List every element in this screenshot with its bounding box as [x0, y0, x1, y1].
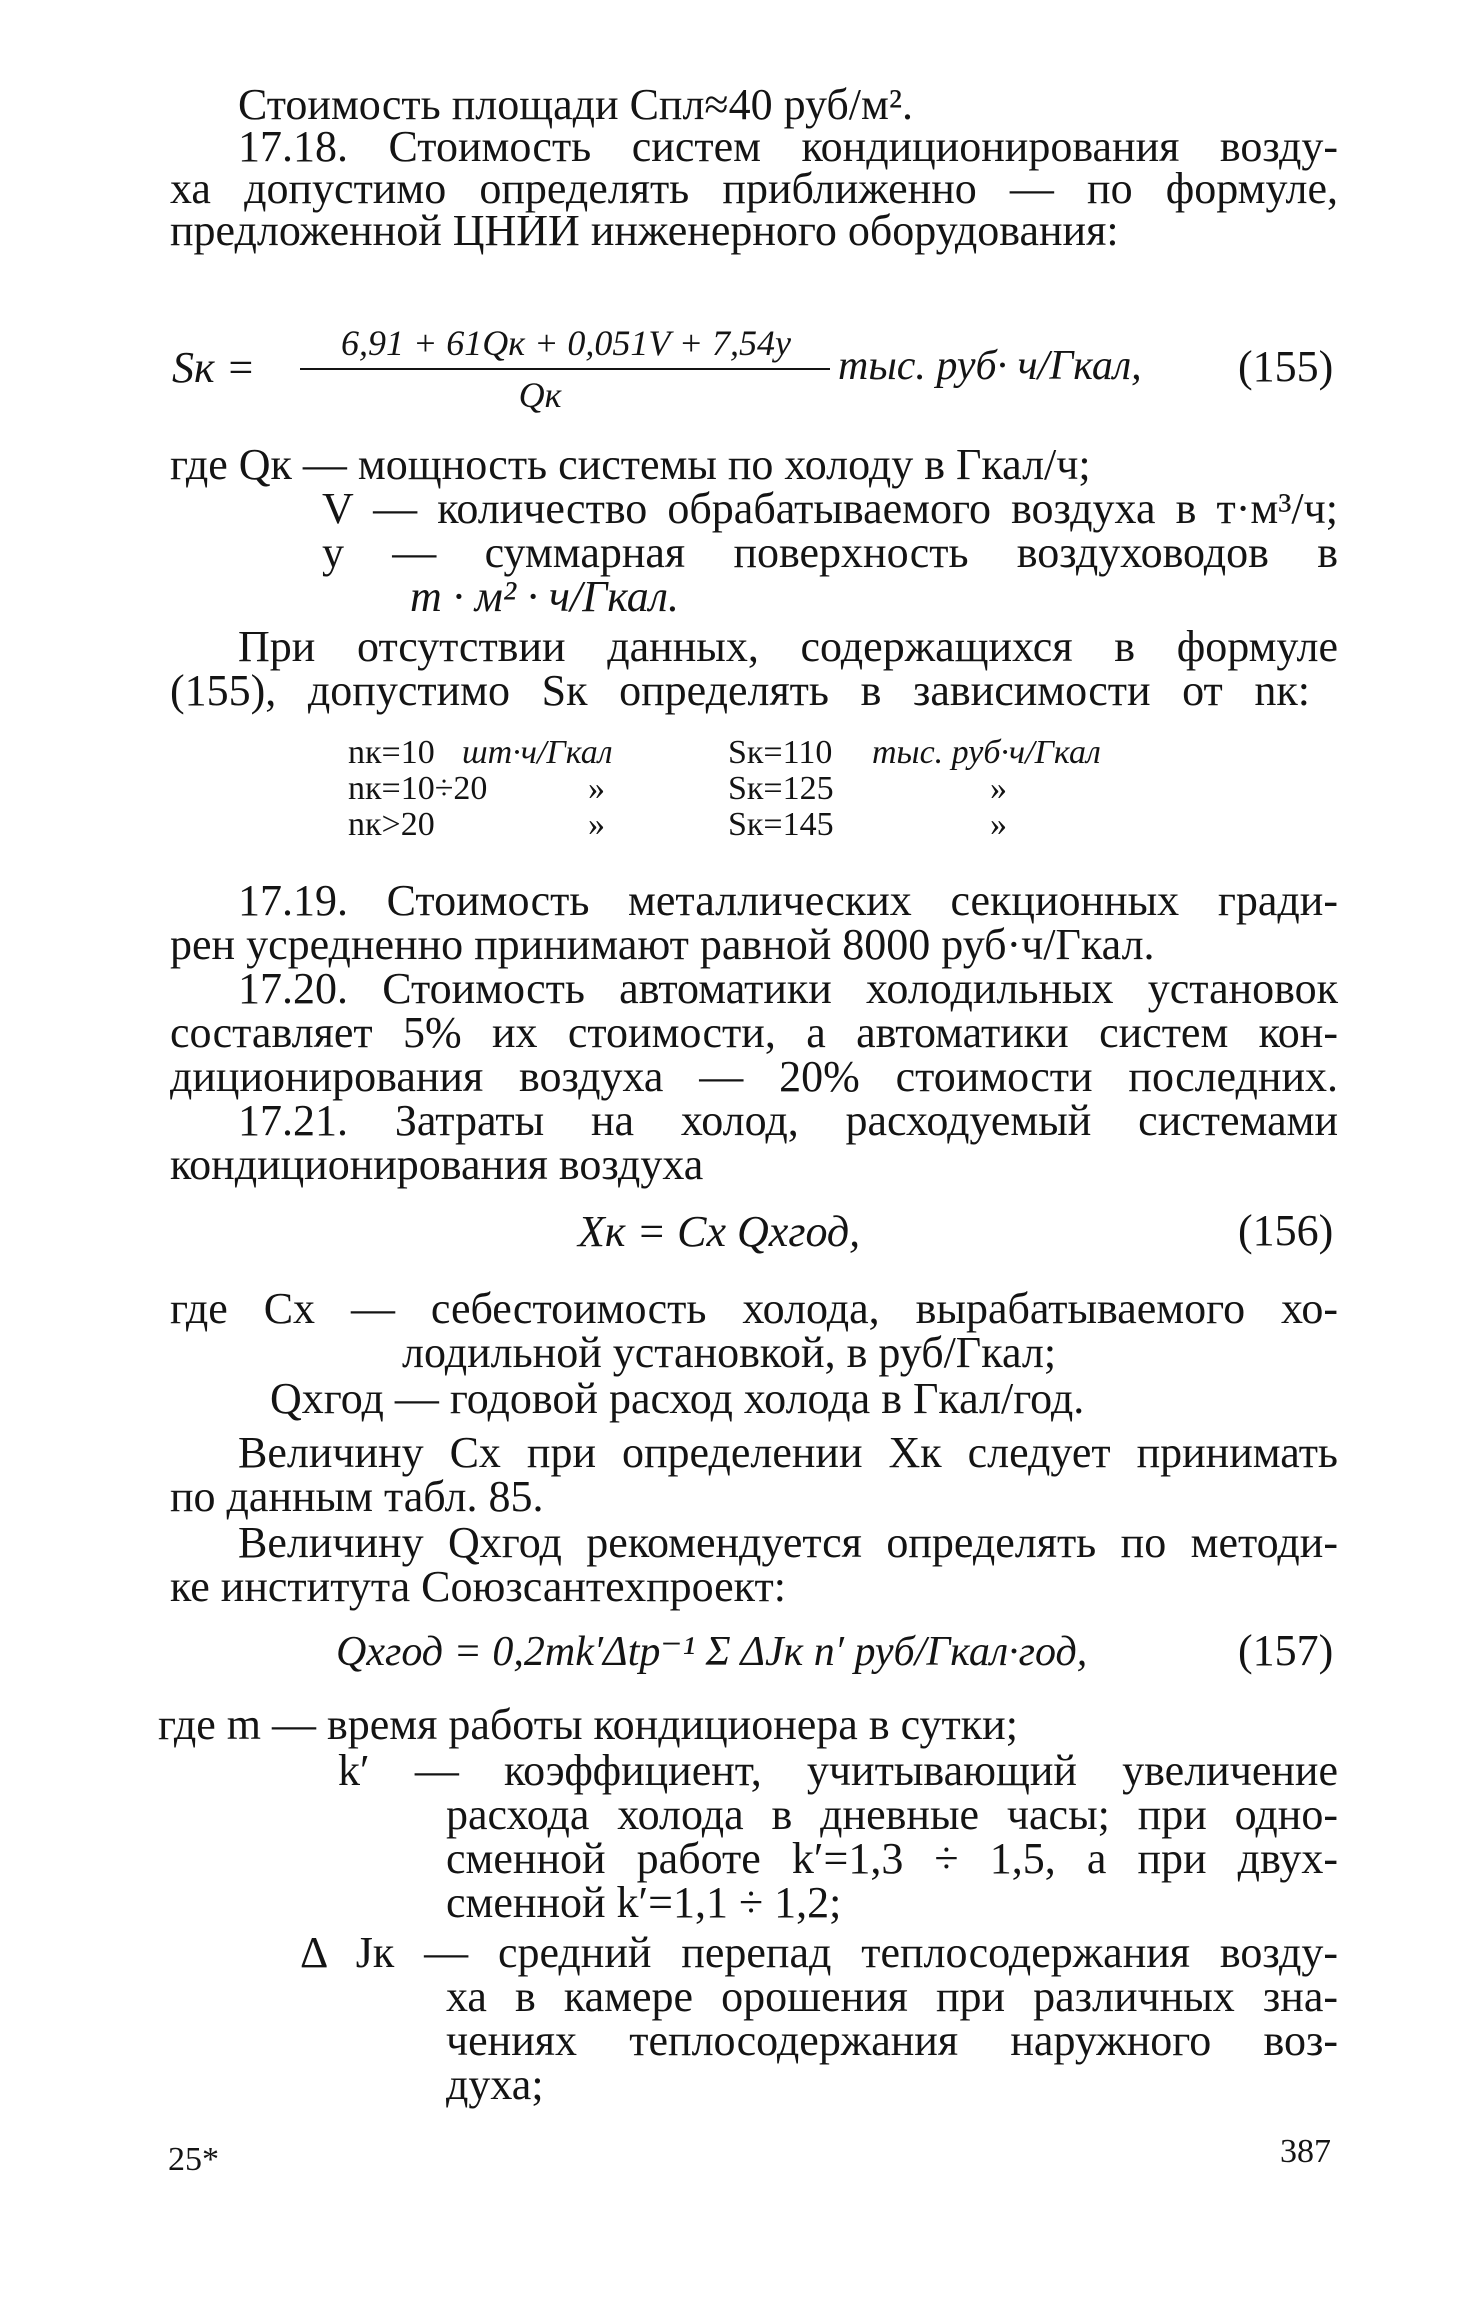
paragraph-1718-line: ха допустимо определять приближенно — по формуле, [170, 164, 1338, 213]
where157-line: чениях теплосодержания наружного воз- [446, 2016, 1338, 2065]
paragraph-value-line: ке института Союзсантехпроект: [170, 1562, 786, 1611]
paragraph-1721-line: кондиционирования воздуха [170, 1140, 704, 1189]
eq155-fraction-bar [300, 368, 830, 370]
paragraph-absent-line: (155), допустимо Sк определять в зависимости от nк: [170, 666, 1310, 715]
paragraph-absent-line: При отсутствии данных, содержащихся в формуле [238, 622, 1338, 671]
where157-line: сменной работе k′=1,3 ÷ 1,5, а при двух- [446, 1834, 1338, 1883]
paragraph-1720-line: 17.20. Стоимость автоматики холодильных установок [238, 964, 1338, 1013]
eq155-numerator: 6,91 + 61Qк + 0,051V + 7,54y [340, 323, 792, 363]
table-row-sunit: » [990, 806, 1007, 843]
where156-line: Qхгод — годовой расход холода в Гкал/год. [270, 1374, 1085, 1423]
eq155-lhs: Sк = [172, 343, 256, 392]
eq155-denominator: Qк [518, 375, 562, 415]
paragraph-1719-line: рен усредненно принимают равной 8000 руб·ч/Гкал. [170, 920, 1155, 969]
where157-line: духа; [446, 2060, 544, 2109]
where156-line: лодильной установкой, в руб/Гкал; [402, 1328, 1057, 1377]
paragraph-1718-line: предложенной ЦНИИ инженерного оборудования: [170, 206, 1119, 255]
paragraph-1720-line: составляет 5% их стоимости, а автоматики систем кон- [170, 1008, 1338, 1057]
eq157-number: (157) [1238, 1626, 1334, 1675]
where157-line: сменной k′=1,1 ÷ 1,2; [446, 1878, 842, 1927]
table-row-n: nк=10 [348, 734, 435, 771]
eq155-units: тыс. руб· ч/Гкал, [838, 343, 1142, 389]
where155-line: где Qк — мощность системы по холоду в Гкал/ч; [170, 440, 1091, 489]
eq156-number: (156) [1238, 1206, 1334, 1255]
table-row-n: nк=10÷20 [348, 770, 488, 807]
eq155-number: (155) [1238, 342, 1334, 391]
where157-line: Δ Jк — средний перепад теплосодержания возду- [300, 1928, 1338, 1977]
where157-line: где m — время работы кондиционера в сутки; [158, 1700, 1018, 1749]
eq156-formula: Xк = Cх Qхгод, [578, 1207, 861, 1256]
table-row-unit: » [588, 770, 605, 807]
paragraph-value-line: Величину Qхгод рекомендуется определять по методи- [238, 1518, 1338, 1567]
table-row-s: Sк=110 [728, 734, 833, 771]
where157-line: k′ — коэффициент, учитывающий увеличение [338, 1746, 1338, 1795]
where157-line: расхода холода в дневные часы; при одно- [446, 1790, 1338, 1839]
paragraph-1719-line: 17.19. Стоимость металлических секционных гради- [238, 876, 1338, 925]
table-row-s: Sк=125 [728, 770, 834, 807]
text-line: Стоимость площади Cпл≈40 руб/м². [238, 80, 914, 129]
paragraph-1721-line: 17.21. Затраты на холод, расходуемый системами [238, 1096, 1338, 1145]
table-row-n: nк>20 [348, 806, 435, 843]
eq157-formula: Qхгод = 0,2mk′Δtр⁻¹ Σ ΔJк n′ руб/Гкал·год, [336, 1629, 1088, 1675]
where155-line: V — количество обрабатываемого воздуха в т·м³/ч; [322, 484, 1338, 533]
where155-line: т · м² · ч/Гкал. [410, 572, 679, 621]
paragraph-value-line: по данным табл. 85. [170, 1472, 544, 1521]
table-row-sunit: » [990, 770, 1007, 807]
table-row-s: Sк=145 [728, 806, 834, 843]
signature-mark: 25* [168, 2141, 219, 2178]
where156-line: где Cх — себестоимость холода, вырабатываемого хо- [170, 1284, 1338, 1333]
table-row-unit: » [588, 806, 605, 843]
paragraph-1720-line: диционирования воздуха — 20% стоимости последних. [170, 1052, 1338, 1101]
table-row-unit: шт·ч/Гкал [462, 734, 613, 771]
where157-line: ха в камере орошения при различных зна- [446, 1972, 1338, 2021]
paragraph-1718-line: 17.18. Стоимость систем кондиционирования возду- [238, 122, 1338, 171]
paragraph-value-line: Величину Cх при определении Xк следует принимать [238, 1428, 1338, 1477]
where155-line: y — суммарная поверхность воздуховодов в [322, 528, 1338, 577]
table-row-sunit: тыс. руб·ч/Гкал [872, 734, 1101, 771]
page-number: 387 [1280, 2133, 1331, 2170]
